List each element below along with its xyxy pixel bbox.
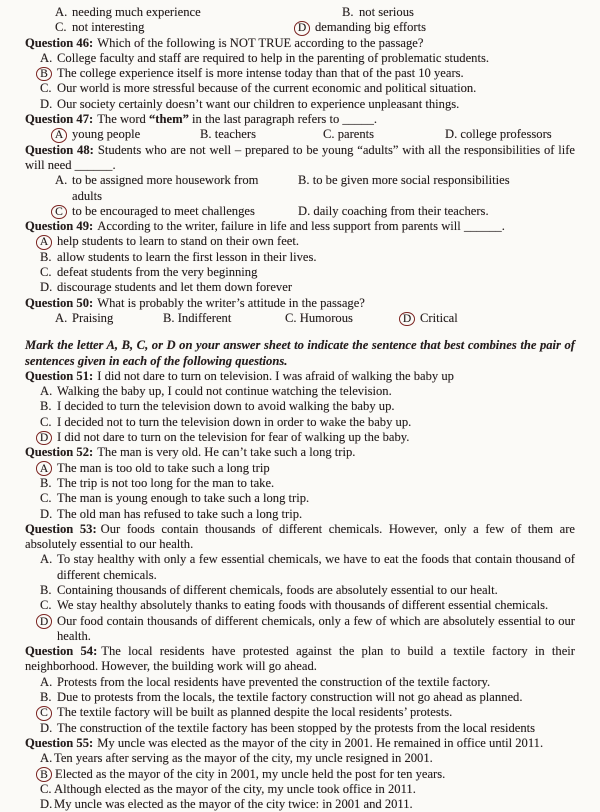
option-b <box>283 173 575 204</box>
answer-circle: C <box>51 205 67 220</box>
option-b <box>25 690 575 705</box>
option-text: to be encouraged to meet challenges <box>72 203 255 218</box>
question-label: Question 52: <box>25 445 94 460</box>
option-a <box>40 173 283 204</box>
question-47 <box>25 112 575 127</box>
section-instruction: Mark the letter A, B, C, or D on your answer sheet to indicate the sentence that best combines the pair of sentences given in each of the following questions. <box>25 338 575 368</box>
option-a-selected <box>25 234 575 249</box>
option-letter: C. <box>40 265 52 280</box>
option-d <box>25 97 575 112</box>
option-text: I decided not to turn the television down in order to wake the baby up. <box>57 414 412 429</box>
question-prompt: Students who are not well – prepared to be young “adults” with all the responsibilities of life will need ______. <box>25 142 575 172</box>
option-b-selected <box>25 767 575 782</box>
option-text: daily coaching from their teachers. <box>313 203 489 218</box>
answer-circle: A <box>36 461 52 476</box>
option-text: The old man has refused to take such a long trip. <box>57 506 303 521</box>
question-prompt: What is probably the writer’s attitude in the passage? <box>97 295 365 310</box>
option-text: Indifferent <box>177 310 232 325</box>
option-b <box>25 250 575 265</box>
option-d-selected <box>388 311 575 326</box>
option-letter: C. <box>40 81 52 96</box>
option-c <box>25 782 575 797</box>
question-48 <box>25 143 575 174</box>
option-letter: D. <box>40 96 53 111</box>
option-a-selected <box>25 461 575 476</box>
option-letter: A. <box>55 173 68 188</box>
option-letter: D. <box>40 797 53 812</box>
option-c <box>25 81 575 96</box>
option-letter: A. <box>40 674 53 689</box>
option-d-selected <box>25 430 575 445</box>
option-b <box>327 5 575 20</box>
option-letter: D. <box>40 506 53 521</box>
option-text: The trip is not too long for the man to take. <box>57 475 275 490</box>
option-text: defeat students from the very beginning <box>57 265 258 280</box>
option-text: needing much experience <box>72 5 201 19</box>
question-label: Question 46: <box>25 35 94 50</box>
option-letter: D. <box>40 720 53 735</box>
option-text: The college experience itself is more intense today than that of the past 10 years. <box>57 66 464 81</box>
option-text: young people <box>72 127 141 142</box>
question-prompt: The man is very old. He can’t take such a long trip. <box>97 445 356 460</box>
carryover-options-row-1 <box>25 5 575 20</box>
option-text: Although elected as the mayor of the city, my uncle took office in 2011. <box>54 781 416 796</box>
option-text: Elected as the mayor of the city in 2001, my uncle held the post for ten years. <box>55 766 446 781</box>
option-text: The man is young enough to take such a long trip. <box>57 491 310 506</box>
answer-circle: D <box>36 614 52 629</box>
option-letter: C. <box>40 781 52 796</box>
option-letter: B. <box>40 475 52 490</box>
option-letter: C. <box>285 310 297 325</box>
option-text: Containing thousands of different chemicals, foods are absolutely essential to our healt. <box>57 582 498 597</box>
option-a <box>40 311 148 326</box>
option-letter: B. <box>163 310 175 325</box>
option-letter: A. <box>40 384 53 399</box>
option-b <box>185 127 308 142</box>
question-54 <box>25 644 575 675</box>
option-text: Humorous <box>299 310 353 325</box>
option-letter: D. <box>40 280 53 295</box>
option-letter: B. <box>200 127 212 142</box>
option-c-selected <box>25 705 575 720</box>
option-text: demanding big efforts <box>315 20 426 35</box>
options-row-1 <box>25 173 575 204</box>
option-text: not serious <box>359 5 414 19</box>
option-letter: C. <box>40 598 52 613</box>
option-b <box>25 476 575 491</box>
option-letter: B. <box>298 173 310 188</box>
option-a-selected <box>40 127 185 142</box>
option-a <box>25 51 575 66</box>
answer-circle: B <box>36 767 52 782</box>
question-prompt: The word “them” in the last paragraph refers to _____. <box>97 112 378 127</box>
question-label: Question 49: <box>25 219 94 234</box>
option-text: College faculty and staff are required to help in the parenting of problematic students. <box>57 50 490 65</box>
question-label: Question 50: <box>25 295 94 310</box>
option-c <box>40 20 283 35</box>
options-inline-row <box>25 127 575 142</box>
option-text: To stay healthy with only a few essential chemicals, we have to eat the foods that contain thousand of different chemicals. <box>57 552 575 582</box>
option-a <box>25 675 575 690</box>
question-label: Question 54: <box>25 644 98 659</box>
question-label: Question 51: <box>25 368 94 383</box>
option-text: help students to learn to stand on their own feet. <box>57 234 300 249</box>
option-c <box>25 415 575 430</box>
option-text: Due to protests from the locals, the textile factory construction will not go ahead as planned. <box>57 690 523 705</box>
option-c <box>25 265 575 280</box>
option-letter: A. <box>55 5 68 19</box>
option-b-selected <box>25 66 575 81</box>
option-c <box>25 491 575 506</box>
option-c <box>25 598 575 613</box>
option-text: We stay healthy absolutely thanks to eating foods with thousands of different essential chemicals. <box>57 598 549 613</box>
option-letter: A. <box>55 310 68 325</box>
question-label: Question 53: <box>25 521 97 536</box>
answer-circle: C <box>36 706 52 721</box>
option-d <box>25 797 575 812</box>
option-text: college professors <box>460 127 552 142</box>
option-text: to be given more social responsibilities <box>312 173 510 188</box>
option-a <box>25 751 575 766</box>
question-prompt: I did not dare to turn on television. I was afraid of walking the baby up <box>97 368 454 383</box>
answer-circle: A <box>36 235 52 250</box>
question-prompt: Our foods contain thousands of different chemicals. However, only a few of them are absolutely essential to our health. <box>25 521 575 552</box>
option-letter: A. <box>40 552 53 567</box>
option-c <box>308 127 430 142</box>
option-text: The man is too old to take such a long trip <box>57 460 270 475</box>
bold-word: “them” <box>149 112 189 127</box>
question-52 <box>25 445 575 460</box>
option-c <box>270 311 388 326</box>
option-letter: B. <box>342 5 354 19</box>
question-prompt: My uncle was elected as the mayor of the city in 2001. He remained in office until 2011. <box>97 735 544 750</box>
option-d-selected <box>25 614 575 645</box>
option-d <box>283 204 575 219</box>
option-text: teachers <box>214 127 256 142</box>
question-label: Question 47: <box>25 112 94 127</box>
question-label: Question 48: <box>25 142 94 157</box>
option-text: discourage students and let them down forever <box>57 280 293 295</box>
option-text: Walking the baby up, I could not continue watching the television. <box>57 384 392 399</box>
answer-circle: B <box>36 67 52 82</box>
answer-circle: D <box>294 21 310 36</box>
option-letter: C. <box>55 20 67 35</box>
option-text: Critical <box>420 310 458 325</box>
option-text: to be assigned more housework from adults <box>72 173 259 203</box>
question-49 <box>25 219 575 234</box>
option-d <box>25 280 575 295</box>
option-text: Praising <box>72 310 114 325</box>
option-letter: C. <box>323 127 335 142</box>
option-letter: B. <box>40 399 52 414</box>
option-text: I did not dare to turn on the television for fear of walking up the baby. <box>57 430 410 445</box>
option-d <box>25 721 575 736</box>
option-letter: C. <box>40 414 52 429</box>
option-text: The construction of the textile factory has been stopped by the protests from the local residents <box>57 720 536 735</box>
options-inline-row <box>25 311 575 326</box>
option-letter: B. <box>40 690 52 705</box>
option-d-selected <box>283 20 575 35</box>
question-label: Question 55: <box>25 735 94 750</box>
answer-circle: D <box>399 312 415 327</box>
option-b <box>25 399 575 414</box>
option-b <box>25 583 575 598</box>
option-a <box>40 5 327 20</box>
option-a <box>25 552 575 583</box>
option-letter: B. <box>40 249 52 264</box>
question-51 <box>25 369 575 384</box>
question-50 <box>25 296 575 311</box>
option-text: Our society certainly doesn’t want our children to experience unpleasant things. <box>57 96 460 111</box>
option-letter: B. <box>40 582 52 597</box>
option-text: not interesting <box>72 20 145 35</box>
option-b <box>148 311 270 326</box>
answer-circle: A <box>51 128 67 143</box>
option-letter: A. <box>40 751 53 766</box>
option-text: Ten years after serving as the mayor of the city, my uncle resigned in 2001. <box>54 751 433 766</box>
option-text: parents <box>337 127 375 142</box>
question-55 <box>25 736 575 751</box>
option-letter: D. <box>445 127 458 142</box>
answer-circle: D <box>36 431 52 446</box>
option-c-selected <box>40 204 283 219</box>
option-text: Our world is more stressful because of the current economic and political situation. <box>57 81 477 96</box>
option-text: Our food contain thousands of different chemicals, only a few of which are absolutely essential to our health. <box>57 613 575 643</box>
option-letter: A. <box>40 50 53 65</box>
option-text: I decided to turn the television down to avoid walking the baby up. <box>57 399 395 414</box>
question-prompt: Which of the following is NOT TRUE according to the passage? <box>97 35 424 50</box>
option-text: Protests from the local residents have prevented the construction of the textile factory. <box>57 674 491 689</box>
option-d <box>25 507 575 522</box>
option-letter: D. <box>298 203 311 218</box>
option-text: The textile factory will be built as planned despite the local residents’ protests. <box>57 705 453 720</box>
option-d <box>430 127 575 142</box>
option-letter: C. <box>40 491 52 506</box>
question-46 <box>25 36 575 51</box>
option-text: My uncle was elected as the mayor of the city twice: in 2001 and 2011. <box>54 797 413 812</box>
question-prompt: According to the writer, failure in life and less support from parents will ______. <box>97 219 505 234</box>
option-text: allow students to learn the first lesson in their lives. <box>57 249 317 264</box>
options-row-2 <box>25 204 575 219</box>
question-prompt: The local residents have protested against the plan to build a textile factory in their neighborhood. However, the building work will go ahead. <box>25 644 575 674</box>
question-53 <box>25 522 575 553</box>
carryover-options-row-2 <box>25 20 575 35</box>
option-a <box>25 384 575 399</box>
